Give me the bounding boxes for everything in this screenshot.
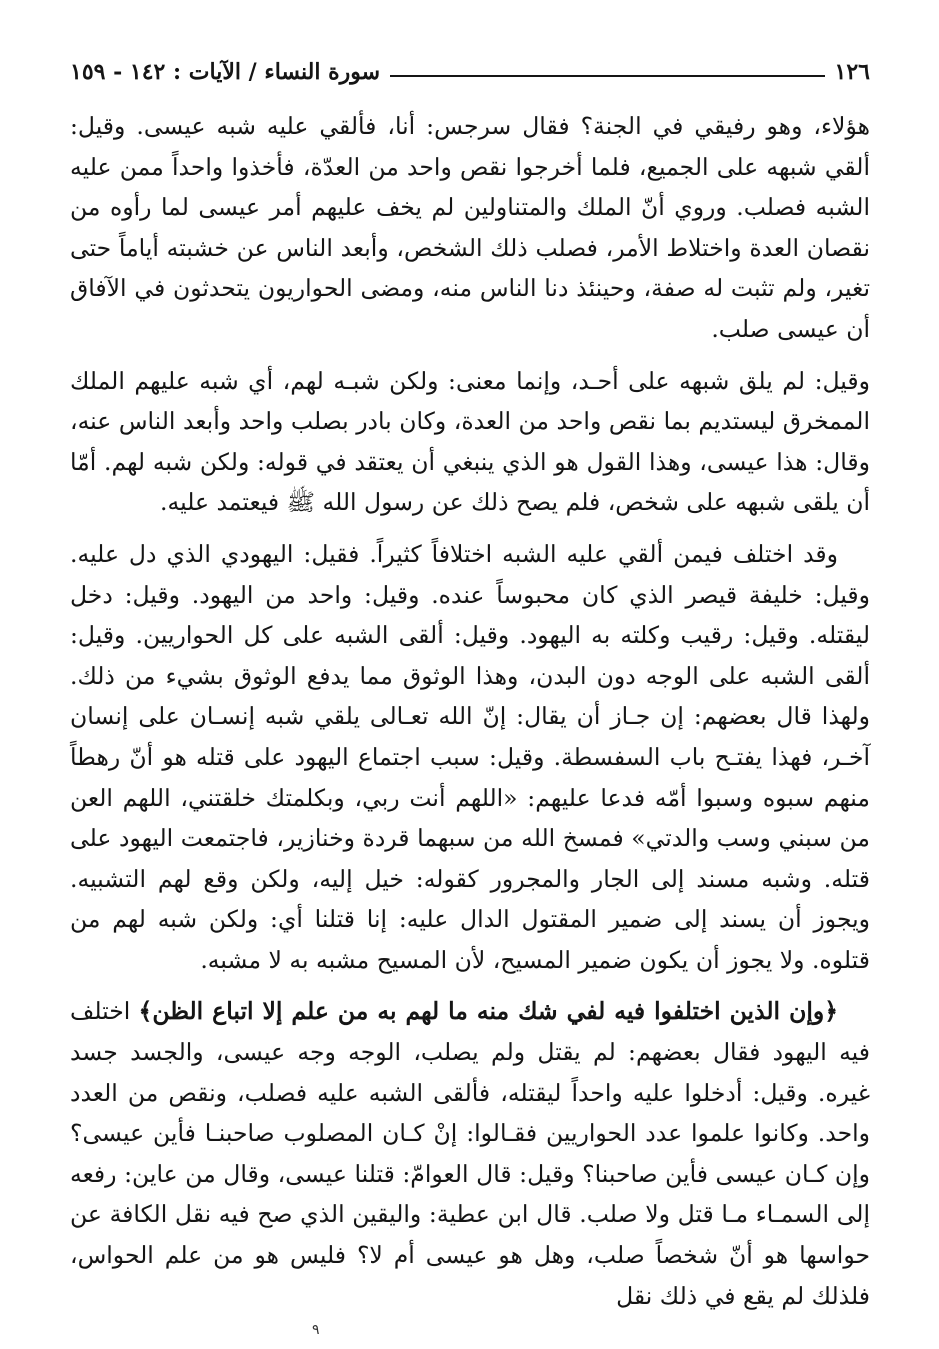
quran-verse: ﴿وإن الذين اختلفوا فيه لفي شك منه ما لهم به من علم إلا اتباع الظن﴾ bbox=[138, 997, 838, 1026]
footer-mark: ٩ bbox=[312, 1322, 320, 1338]
body-text bbox=[70, 106, 870, 1316]
paragraph-1: هؤلاء، وهو رفيقي في الجنة؟ فقال سرجس: أنا، فألقي عليه شبه عيسى. وقيل: ألقي شبهه على الجميع، فلما أخرجوا نقص واحد من العدّة، فأخذوا واحداً ممن عليه الشبه فصلب. وروي أنّ الملك والمتناولين لم يخف عليهم أمر عيسى لما رأوه من نقصان العدة واختلاط الأمر، فصلب ذلك الشخص، وأبعد الناس عن خشبته أياماً حتى تغير، ولم تثبت له صفة، وحينئذ دنا الناس منه، ومضى الحواريون يتحدثون في الآفاق أن عيسى صلب. bbox=[70, 112, 870, 343]
paragraph-2: وقيل: لم يلق شبهه على أحـد، وإنما معنى: ولكن شبـه لهم، أي شبه عليهم الملك الممخرق ليستديم بما نقص واحد من العدة، وكان بادر بصلب واحد وأبعد الناس عنه، وقال: هذا عيسى، وهذا القول هو الذي ينبغي أن يعتقد في قوله: ولكن شبه لهم. أمّا أن يلقى شبهه على شخص، فلم يصح ذلك عن رسول الله ﷺ فيعتمد عليه. bbox=[70, 366, 870, 517]
document-page bbox=[70, 52, 870, 1342]
header-rule bbox=[390, 75, 824, 77]
page-number: ١٢٦ bbox=[834, 59, 870, 85]
paragraph-3: وقد اختلف فيمن ألقي عليه الشبه اختلافاً كثيراً. فقيل: اليهودي الذي دل عليه. وقيل: خليفة قيصر الذي كان محبوساً عنده. وقيل: واحد من اليهود. وقيل: دخل ليقتله. وقيل: رقيب وكلته به اليهود. وقيل: ألقى الشبه على كل الحواريين. وقيل: ألقى الشبه على الوجه دون البدن، وهذا الوثوق مما يدفع الوثوق بشيء من ذلك. ولهذا قال بعضهم: إن جـاز أن يقال: إنّ الله تعـالى يلقي شبه إنسـان على إنسان آخـر، فهذا يفتـح باب السفسطة. وقيل: سبب اجتماع اليهود على قتله هو أنّ رهطاً منهم سبوه وسبوا أمّه فدعا عليهم: «اللهم أنت ربي، وبكلمتك خلقتني، اللهم العن من سبني وسب والدتي» فمسخ الله من سبهما قردة وخنازير، فاجتمعت اليهود على قتله. وشبه مسند إلى الجار والمجرور كقوله: خيل إليه، ولكن وقع لهم التشبيه. ويجوز أن يسند إلى ضمير المقتول الدال عليه: إنا قتلنا أي: ولكن شبه لهم من قتلوه. ولا يجوز أن يكون ضمير المسيح، لأن المسيح مشبه به لا مشبه. bbox=[70, 539, 870, 974]
paragraph-4 bbox=[70, 991, 870, 1316]
paragraph-4-text: اختلف فيه اليهود فقال بعضهم: لم يقتل ولم يصلب، الوجه وجه عيسى، والجسد جسد غيره. وقيل: أدخلوا عليه واحداً ليقتله، فألقى الشبه عليه فصلب، ونقص من العدد واحد. وكانوا علموا عدد الحواريين فقـالوا: إنْ كـان المصلوب صاحبنـا فأين عيسى؟ وإن كـان عيسى فأين صاحبنا؟ وقيل: قال العوامّ: قتلنا عيسى، وقال من عاين: رفعه إلى السمـاء مـا قتل ولا صلب. قال ابن عطية: واليقين الذي صح فيه نقل الكافة عن حواسها هو أنّ شخصاً صلب، وهل هو عيسى أم لا؟ فليس هو من علم الحواس، فلذلك لم يقع في ذلك نقل bbox=[70, 997, 870, 1310]
header-title: سورة النساء / الآيات : ١٤٢ - ١٥٩ bbox=[70, 59, 381, 85]
running-header bbox=[70, 52, 870, 92]
